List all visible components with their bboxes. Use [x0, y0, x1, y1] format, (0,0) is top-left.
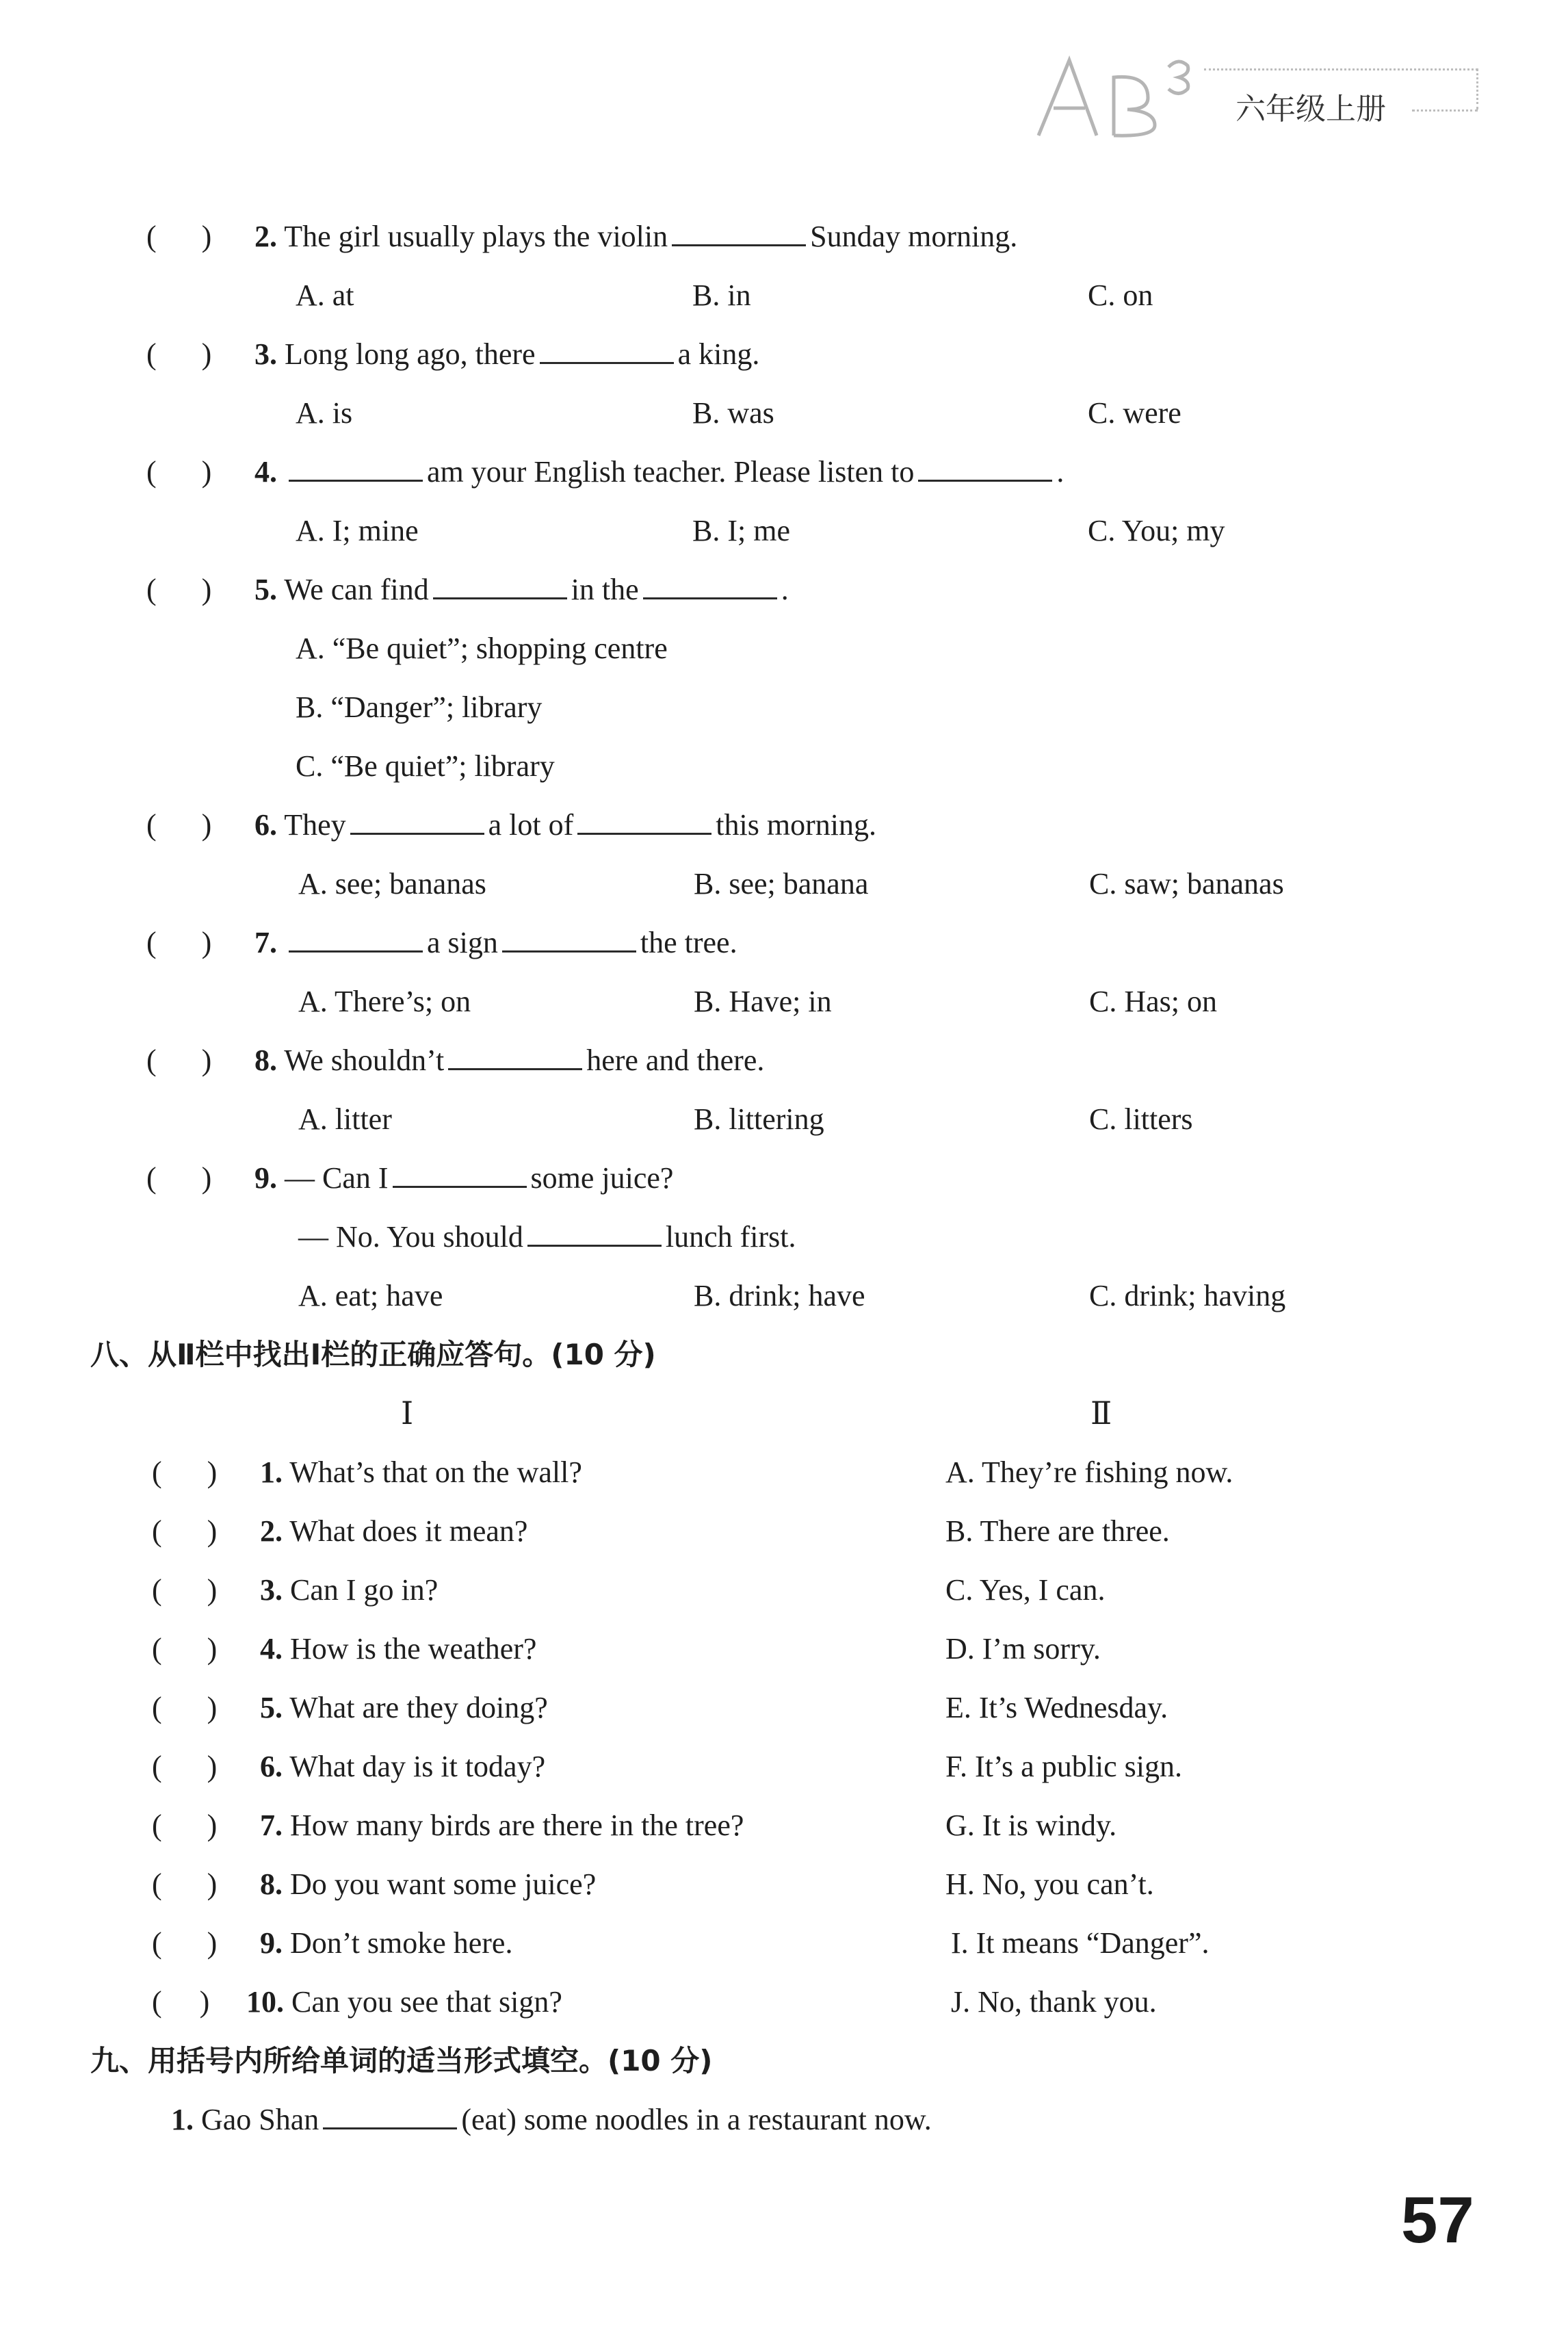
mc-question: 2. The girl usually plays the violin Sunday morning.: [254, 220, 1018, 253]
answer-paren[interactable]: ( ): [146, 573, 212, 606]
match-question: 3. Can I go in?: [260, 1573, 439, 1607]
match-answer: E. It’s Wednesday.: [945, 1691, 1168, 1724]
match-question: 5. What are they doing?: [260, 1691, 548, 1724]
option-b: B. littering: [694, 1102, 824, 1136]
option-a: A. I; mine: [296, 514, 419, 547]
answer-paren[interactable]: ( ): [152, 1573, 218, 1607]
option-c: C. on: [1088, 278, 1153, 312]
mc-question: 9. — Can I some juice?: [254, 1161, 674, 1195]
match-question: 2. What does it mean?: [260, 1514, 528, 1548]
option-c: C. saw; bananas: [1089, 867, 1284, 901]
answer-paren[interactable]: ( ): [152, 1867, 218, 1901]
answer-paren[interactable]: ( ): [152, 1750, 218, 1783]
option-c: C. litters: [1089, 1102, 1193, 1136]
mc-question: 6. They a lot of this morning.: [254, 808, 876, 842]
answer-paren[interactable]: ( ): [146, 455, 212, 489]
option-b: B. was: [692, 396, 774, 430]
header-dotted-line: [1476, 68, 1478, 109]
answer-paren[interactable]: ( ): [146, 337, 212, 371]
option-b: B. see; banana: [694, 867, 869, 901]
match-answer: F. It’s a public sign.: [945, 1750, 1183, 1783]
option-a: A. “Be quiet”; shopping centre: [296, 632, 668, 665]
option-c: C. drink; having: [1089, 1279, 1286, 1312]
answer-paren[interactable]: ( ): [152, 1632, 218, 1666]
match-answer: H. No, you can’t.: [945, 1867, 1154, 1901]
answer-paren[interactable]: ( ): [152, 1691, 218, 1724]
ab-logo-decoration: [1032, 47, 1216, 142]
answer-paren[interactable]: ( ): [152, 1985, 210, 2019]
match-question: 4. How is the weather?: [260, 1632, 537, 1666]
option-c: C. Has; on: [1089, 985, 1217, 1018]
answer-paren[interactable]: ( ): [152, 1809, 218, 1842]
match-question: 8. Do you want some juice?: [260, 1867, 597, 1901]
section-8-title: 八、从Ⅱ栏中找出Ⅰ栏的正确应答句。(10 分): [90, 1338, 656, 1371]
answer-paren[interactable]: ( ): [146, 1161, 212, 1195]
mc-question: 4. am your English teacher. Please listen to .: [254, 455, 1064, 489]
match-answer: A. They’re fishing now.: [945, 1455, 1233, 1489]
answer-paren[interactable]: ( ): [152, 1926, 218, 1960]
option-c: C. were: [1088, 396, 1181, 430]
page-number: 57: [1401, 2184, 1474, 2257]
option-a: A. is: [296, 396, 353, 430]
mc-question: 3. Long long ago, there a king.: [254, 337, 760, 371]
match-question: 10. Can you see that sign?: [246, 1985, 562, 2019]
answer-paren[interactable]: ( ): [152, 1514, 218, 1548]
answer-paren[interactable]: ( ): [146, 808, 212, 842]
answer-paren[interactable]: ( ): [152, 1455, 218, 1489]
option-b: B. in: [692, 278, 751, 312]
answer-paren[interactable]: ( ): [146, 926, 212, 959]
match-question: 6. What day is it today?: [260, 1750, 546, 1783]
answer-paren[interactable]: ( ): [146, 220, 212, 253]
fill-question: 1. Gao Shan (eat) some noodles in a restaurant now.: [171, 2103, 932, 2136]
answer-paren[interactable]: ( ): [146, 1044, 212, 1077]
header-dotted-line: [1412, 109, 1478, 112]
mc-question: 5. We can find in the .: [254, 573, 789, 606]
match-answer: D. I’m sorry.: [945, 1632, 1101, 1666]
option-a: A. at: [296, 278, 354, 312]
match-question: 1. What’s that on the wall?: [260, 1455, 582, 1489]
option-a: A. litter: [298, 1102, 392, 1136]
option-b: B. drink; have: [694, 1279, 865, 1312]
match-answer: G. It is windy.: [945, 1809, 1117, 1842]
match-answer: B. There are three.: [945, 1514, 1170, 1548]
option-a: A. eat; have: [298, 1279, 443, 1312]
option-a: A. see; bananas: [298, 867, 486, 901]
mc-question: 7. a sign the tree.: [254, 926, 737, 959]
option-b: B. “Danger”; library: [296, 690, 543, 724]
match-question: 7. How many birds are there in the tree?: [260, 1809, 744, 1842]
mc-question: 8. We shouldn’t here and there.: [254, 1044, 765, 1077]
match-question: 9. Don’t smoke here.: [260, 1926, 513, 1960]
column-2-header: Ⅱ: [1090, 1396, 1112, 1431]
option-c: C. You; my: [1088, 514, 1225, 547]
column-1-header: Ⅰ: [401, 1396, 414, 1431]
option-b: B. I; me: [692, 514, 790, 547]
grade-label: 六年级上册: [1236, 92, 1386, 127]
match-answer: I. It means “Danger”.: [951, 1926, 1210, 1960]
option-b: B. Have; in: [694, 985, 832, 1018]
section-9-title: 九、用括号内所给单词的适当形式填空。(10 分): [90, 2044, 713, 2077]
option-a: A. There’s; on: [298, 985, 471, 1018]
match-answer: C. Yes, I can.: [945, 1573, 1106, 1607]
header-dotted-line: [1204, 68, 1478, 70]
mc-question-line2: — No. You should lunch first.: [298, 1220, 796, 1254]
option-c: C. “Be quiet”; library: [296, 749, 555, 783]
match-answer: J. No, thank you.: [951, 1985, 1157, 2019]
